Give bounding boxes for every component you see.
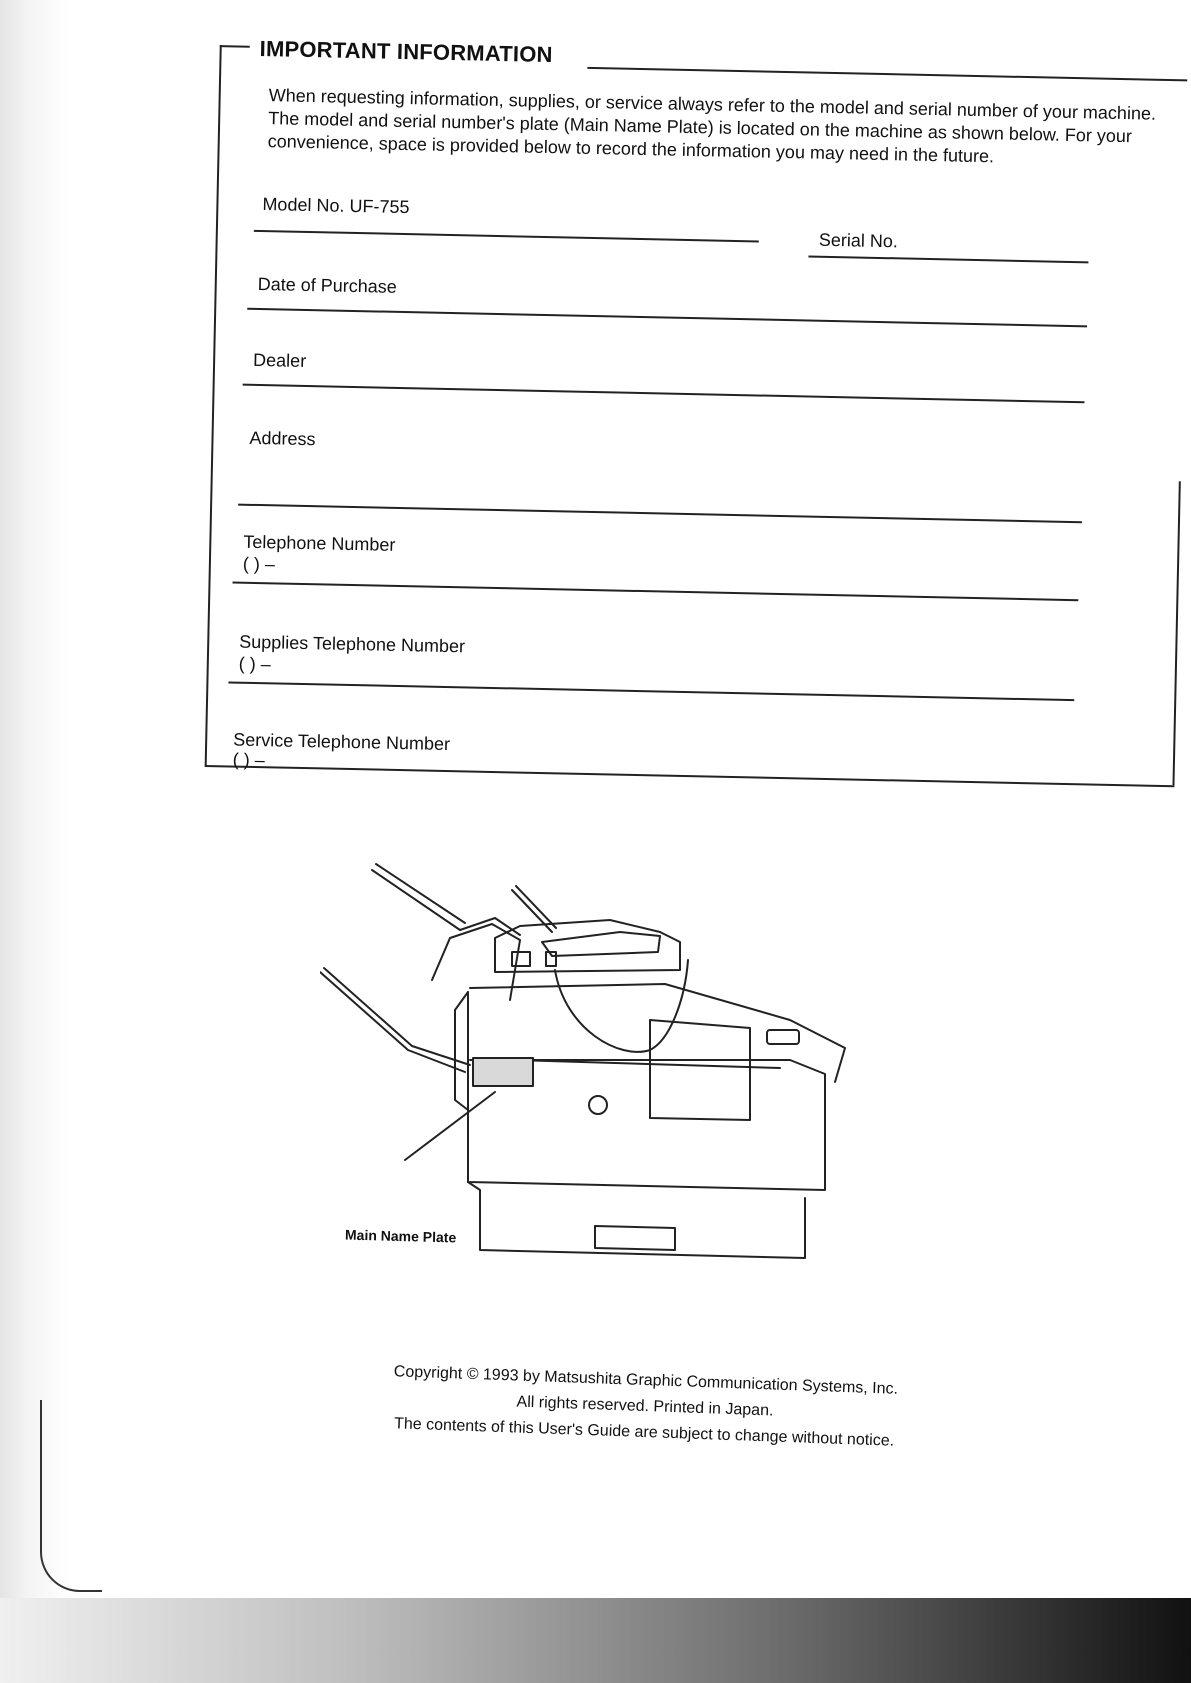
service-label: Service Telephone Number bbox=[233, 729, 451, 755]
side-handle bbox=[767, 1030, 799, 1044]
form-intro: When requesting information, supplies, or service always refer to the model and serial number of your machine. The model and serial number's plate (Main Name Plate) is located on the machine as shown below. For your convenience, space is provided below to record the information you may need in the future. bbox=[267, 85, 1157, 167]
control-key-1 bbox=[512, 952, 530, 966]
address-label: Address bbox=[249, 427, 316, 450]
form-frame-top-right bbox=[587, 67, 1187, 82]
handset-cord bbox=[555, 960, 688, 1052]
scan-bottom-shadow bbox=[0, 1598, 1191, 1683]
main-name-plate-label: Main Name Plate bbox=[344, 1226, 457, 1246]
base-tray bbox=[468, 1182, 805, 1258]
plate-leader bbox=[405, 1092, 495, 1160]
telephone-label: Telephone Number bbox=[243, 531, 396, 555]
serial-label: Serial No. bbox=[818, 229, 899, 252]
form-frame-bottom bbox=[205, 765, 1175, 787]
telephone-format: ( ) – bbox=[242, 553, 276, 575]
copyright-block bbox=[329, 1357, 961, 1457]
left-side bbox=[455, 992, 468, 1110]
front-button bbox=[589, 1096, 607, 1114]
dealer-label: Dealer bbox=[252, 349, 307, 371]
notice-line: The contents of this User's Guide are subject to change without notice. bbox=[393, 1415, 895, 1450]
telephone-line[interactable] bbox=[232, 582, 1078, 602]
form-title: IMPORTANT INFORMATION bbox=[259, 35, 553, 68]
handset-cradle bbox=[495, 920, 680, 972]
supplies-label: Supplies Telephone Number bbox=[239, 631, 466, 657]
handset bbox=[542, 932, 660, 956]
form-frame-right bbox=[1172, 481, 1180, 785]
purchase-line[interactable] bbox=[247, 308, 1087, 328]
copyright-line: Copyright © 1993 by Matsushita Graphic Communication Systems, Inc. bbox=[393, 1363, 899, 1398]
page-curl bbox=[40, 1400, 102, 1592]
rights-line: All rights reserved. Printed in Japan. bbox=[516, 1393, 774, 1420]
model-label: Model No. UF-755 bbox=[262, 194, 410, 218]
dealer-line[interactable] bbox=[243, 384, 1085, 404]
service-format: ( ) – bbox=[232, 749, 266, 771]
model-line[interactable] bbox=[254, 230, 759, 243]
front-panel bbox=[515, 1060, 780, 1068]
address-line[interactable] bbox=[238, 504, 1082, 524]
supplies-format: ( ) – bbox=[238, 653, 272, 675]
supplies-line[interactable] bbox=[228, 681, 1074, 701]
paper-tray-arm bbox=[408, 1046, 470, 1072]
purchase-label: Date of Purchase bbox=[257, 273, 398, 297]
main-name-plate bbox=[473, 1058, 533, 1086]
document-guide-lower bbox=[320, 968, 412, 1050]
base-slot bbox=[595, 1226, 675, 1250]
serial-line[interactable] bbox=[808, 255, 1088, 263]
form-frame-top bbox=[220, 45, 250, 48]
form-frame-left bbox=[205, 45, 222, 765]
main-body bbox=[468, 992, 825, 1190]
document-guide-top bbox=[372, 864, 465, 930]
